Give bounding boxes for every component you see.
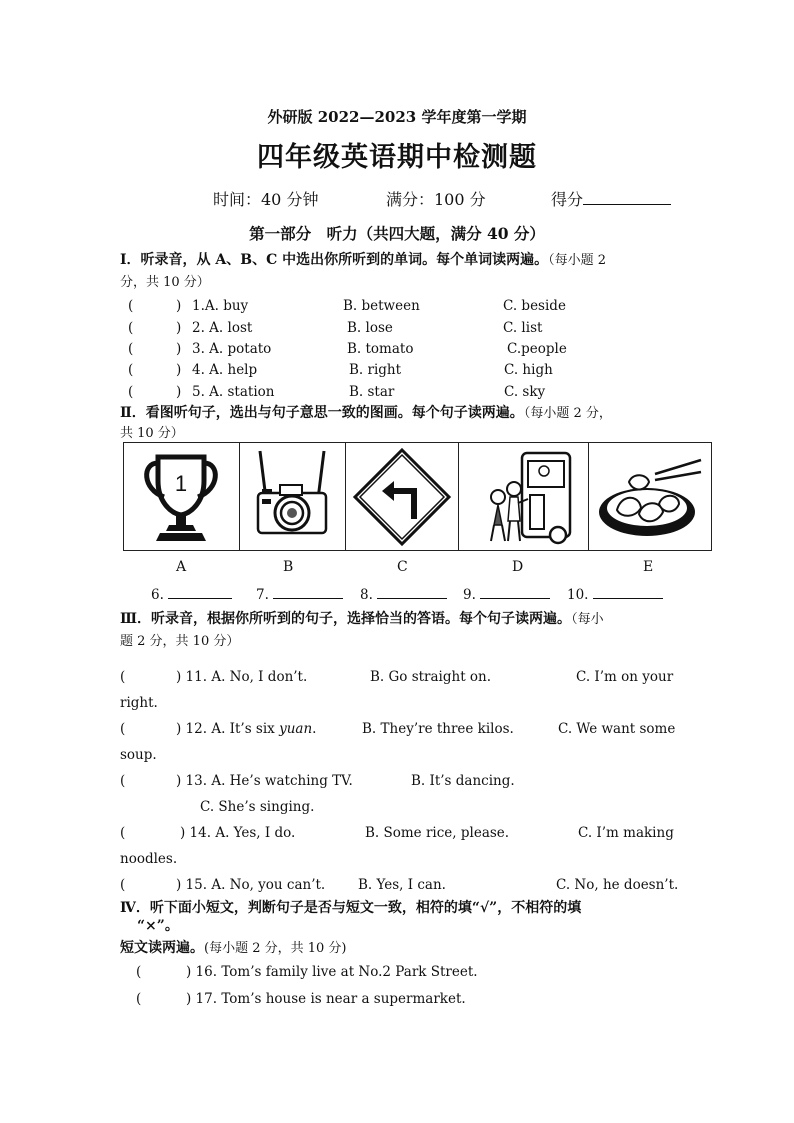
section3-note-a: （每小 [571, 612, 604, 627]
picture-cell-e [589, 443, 711, 550]
q13-option-c: C. She’s singing. [200, 799, 315, 815]
q16-statement: ) 16. Tom’s family live at No.2 Park Street. [186, 964, 478, 980]
camera-icon [250, 447, 334, 547]
answer-paren-close-2[interactable]: ) [176, 320, 182, 336]
blank-line-10[interactable] [593, 584, 663, 599]
q1-option-c: C. beside [503, 298, 566, 314]
q14-option-c: C. I’m making [578, 825, 674, 841]
picture-cell-c [346, 443, 459, 550]
picture-cell-b [240, 443, 347, 550]
answer-paren-3[interactable]: ( [128, 341, 134, 357]
section1-instruction [120, 251, 606, 270]
exam-full-marks: 满分：100 分 [386, 190, 486, 209]
q11-option-b: B. Go straight on. [370, 669, 492, 685]
picture-letter-e: E [643, 559, 654, 575]
answer-paren-5[interactable]: ( [128, 384, 134, 400]
q3-option-b: B. tomato [347, 341, 414, 357]
turn-left-sign-icon [352, 447, 452, 547]
blank-line-6[interactable] [168, 584, 232, 599]
answer-paren-close-5[interactable]: ) [176, 384, 182, 400]
picture-cell-a [124, 443, 240, 550]
exam-title: 四年级英语期中检测题 [257, 142, 537, 173]
q12-option-c-cont: soup. [120, 747, 157, 763]
q1-option-a: 1.A. buy [192, 298, 249, 314]
picture-letter-c: C [397, 559, 408, 575]
score-blank[interactable] [583, 190, 671, 205]
blank-label-8: 8. [360, 587, 373, 603]
answer-paren-12[interactable]: ( [120, 721, 126, 737]
q5-option-c: C. sky [504, 384, 546, 400]
q5-option-b: B. star [349, 384, 395, 400]
section1-note-b: 分，共 10 分） [120, 275, 210, 290]
section4-line3-text: 短文读两遍。 [120, 940, 204, 956]
score-field[interactable] [551, 190, 671, 210]
q12-option-c: C. We want some [558, 721, 676, 737]
section4-instruction-line2: “×”。 [137, 918, 179, 934]
answer-paren-1[interactable]: ( [128, 298, 134, 314]
picture-letter-b: B [283, 559, 294, 575]
section2-note-b: 共 10 分） [120, 426, 184, 441]
section1-instruction-text: Ⅰ．听录音，从 A、B、C 中选出你所听到的单词。每个单词读两遍。 [120, 252, 549, 268]
q13-option-b: B. It’s dancing. [411, 773, 515, 789]
q4-option-c: C. high [504, 362, 553, 378]
q4-option-a: 4. A. help [192, 362, 258, 378]
bus-children-icon [474, 447, 574, 547]
part-one-title: 第一部分 听力（共四大题，满分 40 分） [249, 224, 545, 243]
section4-note: (每小题 2 分，共 10 分) [204, 941, 347, 956]
q11-option-c: C. I’m on your [576, 669, 674, 685]
dumplings-icon [595, 452, 705, 542]
section4-instruction-line3 [120, 939, 347, 958]
answer-blank-8[interactable] [360, 584, 447, 604]
q13-option-a: ) 13. A. He’s watching TV. [176, 773, 353, 789]
answer-paren-14[interactable]: ( [120, 825, 126, 841]
blank-line-7[interactable] [273, 584, 343, 599]
q12-a-yuan: yuan [279, 721, 313, 737]
q17-statement: ) 17. Tom’s house is near a supermarket. [186, 991, 466, 1007]
q12-a-text: ) 12. A. It’s six [176, 721, 280, 737]
blank-line-9[interactable] [480, 584, 550, 599]
q12-a-dot: . [312, 721, 317, 737]
answer-paren-17[interactable]: ( [136, 991, 142, 1007]
picture-letter-d: D [512, 559, 524, 575]
answer-paren-close-3[interactable]: ) [176, 341, 182, 357]
q15-option-b: B. Yes, I can. [358, 877, 446, 893]
answer-blank-9[interactable] [463, 584, 550, 604]
q3-option-a: 3. A. potato [192, 341, 272, 357]
score-label: 得分 [551, 190, 584, 209]
answer-blank-7[interactable] [256, 584, 343, 604]
answer-paren-close-4[interactable]: ) [176, 362, 182, 378]
picture-letter-a: A [176, 559, 187, 575]
blank-label-6: 6. [151, 587, 164, 603]
q14-option-a: ) 14. A. Yes, I do. [180, 825, 296, 841]
q11-option-c-cont: right. [120, 695, 158, 711]
q14-option-c-cont: noodles. [120, 851, 178, 867]
answer-paren-11[interactable]: ( [120, 669, 126, 685]
section3-instruction-text: Ⅲ．听录音，根据你所听到的句子，选择恰当的答语。每个句子读两遍。 [120, 611, 572, 627]
picture-cell-d [459, 443, 590, 550]
blank-label-9: 9. [463, 587, 476, 603]
answer-paren-15[interactable]: ( [120, 877, 126, 893]
q2-option-a: 2. A. lost [192, 320, 253, 336]
blank-label-10: 10. [567, 587, 589, 603]
exam-subtitle: 外研版 2022—2023 学年度第一学期 [267, 108, 527, 126]
trophy-icon [136, 447, 226, 547]
q12-option-b: B. They’re three kilos. [362, 721, 514, 737]
section3-instruction [120, 610, 604, 629]
q3-option-c: C.people [507, 341, 567, 357]
answer-paren-close-1[interactable]: ) [176, 298, 182, 314]
answer-paren-13[interactable]: ( [120, 773, 126, 789]
answer-blank-6[interactable] [151, 584, 232, 604]
answer-paren-16[interactable]: ( [136, 964, 142, 980]
q2-option-b: B. lose [347, 320, 393, 336]
trophy-number: 1 [175, 470, 188, 496]
blank-label-7: 7. [256, 587, 269, 603]
answer-paren-4[interactable]: ( [128, 362, 134, 378]
section4-instruction: Ⅳ．听下面小短文，判断句子是否与短文一致，相符的填“√”，不相符的填 [120, 900, 582, 916]
q5-option-a: 5. A. station [192, 384, 275, 400]
section1-note-a: （每小题 2 [548, 253, 607, 268]
section2-instruction-text: Ⅱ．看图听句子，选出与句子意思一致的图画。每个句子读两遍。 [120, 405, 524, 421]
q15-option-a: ) 15. A. No, you can’t. [176, 877, 326, 893]
q11-option-a: ) 11. A. No, I don’t. [176, 669, 308, 685]
section2-note-a: （每小题 2 分， [523, 406, 612, 421]
q4-option-b: B. right [349, 362, 402, 378]
q14-option-b: B. Some rice, please. [365, 825, 510, 841]
blank-line-8[interactable] [377, 584, 447, 599]
section2-instruction [120, 404, 612, 423]
q1-option-b: B. between [343, 298, 420, 314]
section3-note-b: 题 2 分，共 10 分） [120, 634, 240, 649]
q15-option-c: C. No, he doesn’t. [556, 877, 679, 893]
picture-table [123, 442, 712, 551]
exam-time: 时间：40 分钟 [213, 190, 319, 209]
q12-option-a [176, 721, 316, 737]
answer-blank-10[interactable] [567, 584, 663, 604]
answer-paren-2[interactable]: ( [128, 320, 134, 336]
q2-option-c: C. list [503, 320, 543, 336]
